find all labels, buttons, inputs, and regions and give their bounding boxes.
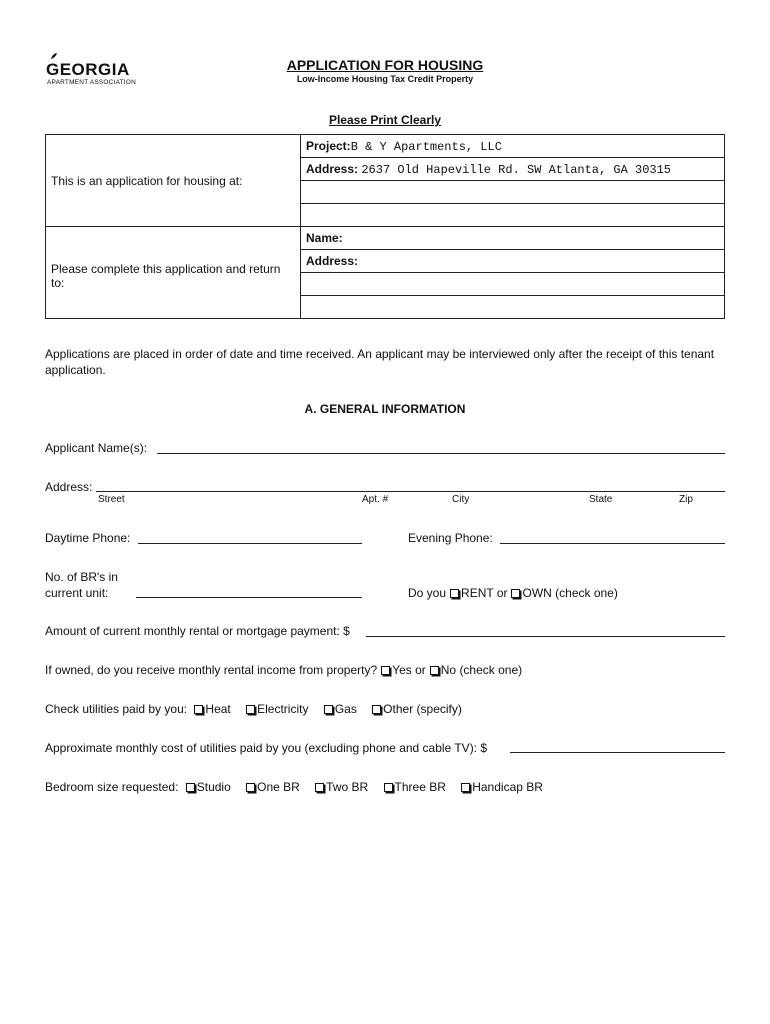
bedroom-handicap-br-checkbox[interactable] [461, 783, 470, 792]
logo-main-text: GEORGIA [46, 60, 130, 79]
logo-sub-text: APARTMENT ASSOCIATION [47, 79, 136, 86]
return-name-label: Name: [306, 231, 343, 245]
monthly-payment-label: Amount of current monthly rental or mortgage payment: $ [45, 624, 350, 638]
bedroom-handicap-br-label: Handicap BR [472, 780, 543, 794]
project-value: B & Y Apartments, LLC [350, 139, 502, 154]
return-extra-line-2[interactable] [301, 296, 725, 319]
print-clearly-note: Please Print Clearly [328, 113, 442, 127]
bedroom-one-br-label: One BR [257, 780, 300, 794]
utility-heat-label: Heat [205, 702, 231, 716]
bedroom-one-br-checkbox[interactable] [246, 783, 255, 792]
evening-phone-label: Evening Phone: [408, 531, 493, 545]
brs-label-line2: current unit: [45, 586, 109, 600]
project-address-value: 2637 Old Hapeville Rd. SW Atlanta, GA 30315 [361, 162, 672, 177]
return-to-cell [46, 227, 301, 319]
rent-label: RENT or [461, 586, 508, 600]
project-address-cell[interactable] [301, 158, 725, 181]
own-label: OWN (check one) [522, 586, 618, 600]
project-extra-line-2[interactable] [301, 204, 725, 227]
rental-income-no-checkbox[interactable] [430, 666, 439, 675]
housing-at-cell [46, 135, 301, 227]
page-subtitle: Low-Income Housing Tax Credit Property [296, 74, 474, 84]
utility-heat-checkbox[interactable] [194, 705, 203, 714]
address-label: Address: [45, 480, 93, 494]
rental-income-row [45, 663, 522, 677]
address-state-caption: State [589, 494, 613, 505]
address-zip-caption: Zip [679, 494, 693, 505]
rent-own-row [408, 586, 618, 600]
return-address-label: Address: [306, 254, 359, 268]
address-field[interactable] [96, 491, 725, 492]
project-extra-line-1[interactable] [301, 181, 725, 204]
utility-other-checkbox[interactable] [372, 705, 381, 714]
utility-electricity-checkbox[interactable] [246, 705, 255, 714]
rent-checkbox[interactable] [450, 589, 459, 598]
brs-label-line1: No. of BR's in [45, 570, 118, 584]
daytime-phone-label: Daytime Phone: [45, 531, 131, 545]
monthly-payment-field[interactable] [366, 636, 725, 637]
return-extra-line-1[interactable] [301, 273, 725, 296]
bedroom-two-br-label: Two BR [326, 780, 369, 794]
bedroom-studio-label: Studio [196, 780, 231, 794]
address-apt-caption: Apt. # [362, 494, 389, 505]
bedroom-three-br-checkbox[interactable] [384, 783, 393, 792]
project-cell[interactable] [301, 135, 725, 158]
rental-income-yes-label: Yes or [392, 663, 426, 677]
project-address-label: Address: [306, 161, 359, 176]
section-a-title: A. GENERAL INFORMATION [304, 402, 466, 416]
utility-other-label: Other (specify) [383, 702, 462, 716]
return-to-label: Please complete this application and return to: [51, 261, 281, 290]
bedroom-studio-checkbox[interactable] [186, 783, 195, 792]
brs-field[interactable] [136, 597, 362, 598]
bedroom-size-row [45, 780, 543, 794]
return-name-cell[interactable] [301, 227, 725, 250]
project-label: Project: [306, 138, 351, 153]
bedroom-two-br-checkbox[interactable] [315, 783, 324, 792]
daytime-phone-field[interactable] [138, 543, 362, 544]
evening-phone-field[interactable] [500, 543, 725, 544]
bedroom-three-br-label: Three BR [394, 780, 446, 794]
address-city-caption: City [452, 494, 470, 505]
address-street-caption: Street [98, 494, 125, 505]
utilities-row [45, 702, 462, 716]
rental-income-no-label: No (check one) [440, 663, 523, 677]
utilities-label: Check utilities paid by you: [45, 702, 188, 716]
return-address-cell[interactable] [301, 250, 725, 273]
utility-electricity-label: Electricity [257, 702, 309, 716]
utility-cost-field[interactable] [510, 752, 725, 753]
applicant-names-label: Applicant Name(s): [45, 441, 148, 455]
utility-gas-checkbox[interactable] [324, 705, 333, 714]
rental-income-yes-checkbox[interactable] [381, 666, 390, 675]
intro-paragraph: Applications are placed in order of date and time received. An applicant may be interviewed only after the receipt of this tenant application. [45, 347, 715, 377]
rental-income-question: If owned, do you receive monthly rental income from property? [45, 663, 378, 677]
page-title: APPLICATION FOR HOUSING [286, 57, 484, 73]
bedroom-size-label: Bedroom size requested: [45, 780, 179, 794]
applicant-names-field[interactable] [157, 453, 725, 454]
housing-info-table [45, 134, 725, 319]
own-checkbox[interactable] [511, 589, 520, 598]
housing-at-label: This is an application for housing at: [51, 173, 243, 188]
rent-own-prefix: Do you [408, 586, 447, 600]
utility-gas-label: Gas [334, 702, 357, 716]
utility-cost-label: Approximate monthly cost of utilities paid by you (excluding phone and cable TV): $ [45, 741, 488, 755]
